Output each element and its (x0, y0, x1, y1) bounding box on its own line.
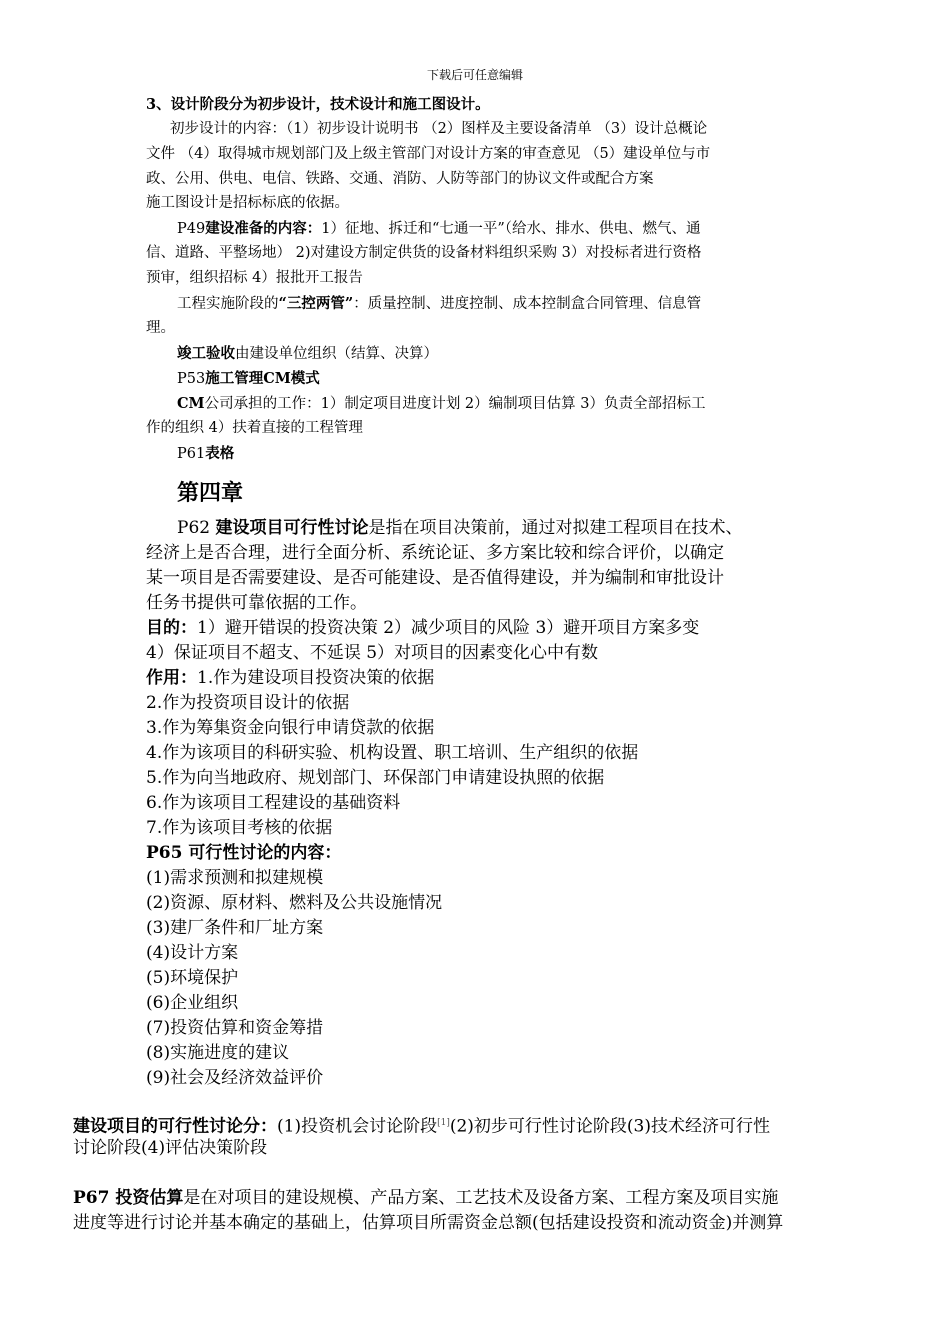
prep-line-2: 信、道路、平整场地） 2)对建设方制定供货的设备材料组织采购 3）对投标者进行资格 (146, 245, 702, 261)
p65-item: (3)建厂条件和厂址方案 (146, 918, 324, 938)
p62-rest: 是指在项目决策前，通过对拟建工程项目在技术、 (368, 518, 743, 538)
p65-item: (8)实施进度的建议 (146, 1043, 290, 1063)
role-item: 7.作为该项目考核的依据 (146, 818, 333, 838)
p65-item: (6)企业组织 (146, 993, 239, 1013)
impl-line-1 (177, 291, 701, 317)
purpose-rest: 1）避开错误的投资决策 2）减少项目的风险 3）避开项目方案多变 (197, 618, 700, 638)
prelim-line-1: 初步设计的内容：（1）初步设计说明书 （2）图样及主要设备清单 （3）设计总概论 (170, 121, 708, 137)
footnote-ref[interactable]: [1] (437, 1118, 450, 1128)
table-prefix: P61 (177, 446, 206, 462)
p65-title: P65 可行性讨论的内容： (146, 843, 342, 863)
table-line (177, 441, 234, 467)
p65-item: (9)社会及经济效益评价 (146, 1068, 324, 1088)
prep-prefix: P49 (177, 221, 206, 237)
prep-bold: 建设准备的内容： (205, 220, 322, 237)
p67-line-2: 进度等进行讨论并基本确定的基础上，估算项目所需资金总额(包括建设投资和流动资金)并测算 (73, 1213, 784, 1233)
p62-bold: 建设项目可行性讨论 (215, 518, 369, 538)
section-title: 3、设计阶段分为初步设计，技术设计和施工图设计。 (146, 96, 490, 113)
cm-duty-bold: CM (177, 395, 205, 412)
purpose-bold: 目的： (146, 618, 197, 638)
role-bold: 作用： (146, 668, 197, 688)
p67-line-1 (73, 1186, 778, 1211)
impl-pre: 工程实施阶段的 (177, 296, 279, 312)
cm-duty-line-2: 作的组织 4）扶着直接的工程管理 (146, 420, 363, 436)
prep-rest: 1）征地、拆迁和“七通一平”（给水、排水、供电、燃气、通 (321, 221, 701, 237)
role-item: 5.作为向当地政府、规划部门、环保部门申请建设执照的依据 (146, 768, 605, 788)
p65-item: (1)需求预测和拟建规模 (146, 868, 324, 888)
p62-prefix: P62 (177, 518, 211, 538)
role-item: 4.作为该项目的科研实验、机构设置、职工培训、生产组织的依据 (146, 743, 639, 763)
p62-line-4: 任务书提供可靠依据的工作。 (146, 593, 367, 613)
impl-rest: ：质量控制、进度控制、成本控制盒合同管理、信息管 (353, 296, 702, 312)
acceptance-bold: 竣工验收 (177, 345, 235, 362)
construction-drawing-line: 施工图设计是招标标底的依据。 (146, 195, 349, 211)
acceptance-line (177, 341, 438, 367)
stages-a: (1)投资机会讨论阶段 (277, 1116, 438, 1137)
impl-bold: “三控两管” (278, 295, 354, 312)
role-item: 3.作为筹集资金向银行申请贷款的依据 (146, 718, 435, 738)
role-item: 2.作为投资项目设计的依据 (146, 693, 350, 713)
stages-line-2: 讨论阶段(4)评估决策阶段 (73, 1138, 268, 1158)
p65-item: (7)投资估算和资金筹措 (146, 1018, 324, 1038)
acceptance-rest: 由建设单位组织（结算、决算） (235, 346, 438, 362)
table-bold: 表格 (205, 445, 235, 462)
prep-line-3: 预审，组织招标 4）报批开工报告 (146, 270, 363, 286)
p65-item: (5)环境保护 (146, 968, 239, 988)
p65-item: (4)设计方案 (146, 943, 239, 963)
cm-duty-line-1 (177, 391, 706, 417)
role-line-1 (146, 666, 434, 691)
stages-bold: 建设项目的可行性讨论分： (73, 1116, 277, 1137)
role-first: 1.作为建设项目投资决策的依据 (197, 668, 435, 688)
p67-rest: 是在对项目的建设规模、产品方案、工艺技术及设备方案、工程方案及项目实施 (183, 1188, 779, 1208)
p62-line-3: 某一项目是否需要建设、是否可能建设、是否值得建设，并为编制和审批设计 (146, 568, 724, 588)
role-item: 6.作为该项目工程建设的基础资料 (146, 793, 401, 813)
p65-item: (2)资源、原材料、燃料及公共设施情况 (146, 893, 443, 913)
cm-duty-rest: 公司承担的工作：1）制定项目进度计划 2）编制项目估算 3）负责全部招标工 (204, 396, 706, 412)
p67-bold: P67 投资估算 (73, 1188, 184, 1208)
p62-line-1 (177, 516, 742, 541)
prelim-line-2: 文件 （4）取得城市规划部门及上级主管部门对设计方案的审查意见 （5）建设单位与市 (146, 146, 711, 162)
purpose-line-2: 4）保证项目不超支、不延误 5）对项目的因素变化心中有数 (146, 643, 599, 663)
impl-line-2: 理。 (146, 320, 175, 336)
prep-line-1 (177, 216, 701, 242)
chapter-heading: 第四章 (177, 480, 244, 506)
stages-b: (2)初步可行性讨论阶段(3)技术经济可行性 (449, 1116, 771, 1137)
p62-line-2: 经济上是否合理，进行全面分析、系统论证、多方案比较和综合评价，以确定 (146, 543, 724, 563)
cm-bold: 施工管理CM模式 (205, 370, 320, 387)
page-header: 下载后可任意编辑 (426, 68, 523, 82)
prelim-line-3: 政、公用、供电、电信、铁路、交通、消防、人防等部门的协议文件或配合方案 (146, 171, 654, 187)
cm-prefix: P53 (177, 371, 206, 387)
cm-mode-line (177, 366, 320, 392)
purpose-line-1 (146, 616, 699, 641)
